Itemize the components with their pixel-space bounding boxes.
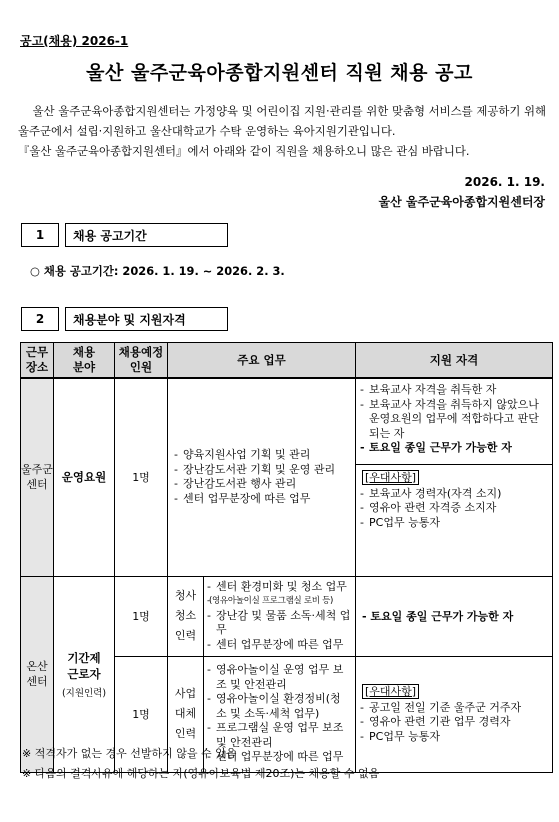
table-row xyxy=(21,576,553,656)
preference-label: [우대사항] xyxy=(362,684,419,699)
preference-label: [우대사항] xyxy=(362,470,419,485)
footnote-2: ※ 다음의 결격사유에 해당하는 자(영유아보육법 제20조)는 채용할 수 없음 xyxy=(22,767,380,780)
section-1-label: 채용 공고기간 xyxy=(65,223,228,247)
count-row3: 1명 xyxy=(115,656,168,772)
recruitment-table xyxy=(20,342,553,773)
duties-row1: - 양육지원사업 기획 및 관리 - 장난감도서관 기획 및 운영 관리 - 장난감도서관 행사 관리 - 센터 업무분장에 따른 업무 xyxy=(168,378,356,576)
header-field: 채용 분야 xyxy=(54,343,115,379)
section-2-header xyxy=(21,307,228,331)
place-onsan: 온산 센터 xyxy=(21,576,54,772)
field-operator: 운영요원 xyxy=(54,378,115,576)
place-ulju: 울주군 센터 xyxy=(21,378,54,576)
table-header-row xyxy=(21,343,553,379)
role-cleaning: 청사 청소 인력 xyxy=(168,576,204,656)
field-temporary-worker: 기간제 근로자 (지원인력) xyxy=(54,576,115,772)
notice-number: 공고(채용) 2026-1 xyxy=(20,34,129,48)
table-row xyxy=(21,378,553,576)
section-1-header xyxy=(21,223,228,247)
recruitment-period: ○ 채용 공고기간: 2026. 1. 19. ~ 2026. 2. 3. xyxy=(30,264,285,278)
header-duties: 주요 업무 xyxy=(168,343,356,379)
role-program-substitute: 사업 대체 인력 xyxy=(168,656,204,772)
footnotes xyxy=(22,744,379,784)
issuing-organization: 울산 울주군육아종합지원센터장 xyxy=(378,195,545,209)
section-1-number: 1 xyxy=(21,223,59,247)
intro-paragraph-2: 『울산 울주군육아종합지원센터』에서 아래와 같이 직원을 채용하오니 많은 관심 바랍니다. xyxy=(18,144,470,158)
footnote-1: ※ 적격자가 없는 경우 선발하지 않을 수 있음 xyxy=(22,747,237,760)
qualification-row3: [우대사항] - 공고일 전일 기준 울주군 거주자 - 영유아 관련 기관 업무 경력자 - PC업무 능통자 xyxy=(356,656,553,772)
intro-paragraph-1: 울산 울주군육아종합지원센터는 가정양육 및 어린이집 지원·관리를 위한 맞춤형 서비스를 제공하기 위해 울주군에서 설립·지원하고 울산대학교가 수탁 운영하는 육아지원기관입니다. xyxy=(18,104,546,138)
header-place: 근무 장소 xyxy=(21,343,54,379)
notice-date: 2026. 1. 19. xyxy=(464,175,545,189)
qualification-row2: - 토요일 종일 근무가 가능한 자 xyxy=(356,576,553,656)
qualification-row1: - 보육교사 자격을 취득한 자 - 보육교사 자격을 취득하지 않았으나 운영요원의 업무에 적합하다고 판단되는 자 - 토요일 종일 근무가 가능한 자 [우대사항] - 보육교사 경력자(자격 소지) - 영유아 관련 자격증 소지자 - PC업무 능통자 xyxy=(356,378,553,576)
section-2-label: 채용분야 및 지원자격 xyxy=(65,307,228,331)
duties-row3: - 영유아놀이실 운영 업무 보조 및 안전관리 - 영유아놀이실 환경정비(청소 및 소독·세척 업무) - 프로그램실 운영 업무 보조 및 안전관리 - 센터 업무분장에 따른 업무 xyxy=(204,656,356,772)
section-2-number: 2 xyxy=(21,307,59,331)
page-title: 울산 울주군육아종합지원센터 직원 채용 공고 xyxy=(86,62,473,84)
header-count: 채용예정 인원 xyxy=(115,343,168,379)
header-qualification: 지원 자격 xyxy=(356,343,553,379)
count-row1: 1명 xyxy=(115,378,168,576)
duties-row2: - 센터 환경미화 및 청소 업무 - (영유아놀이실 프로그램실 로비 등) - 장난감 및 물품 소독·세척 업무 - 센터 업무분장에 따른 업무 xyxy=(204,576,356,656)
intro-text xyxy=(18,101,546,161)
count-row2: 1명 xyxy=(115,576,168,656)
